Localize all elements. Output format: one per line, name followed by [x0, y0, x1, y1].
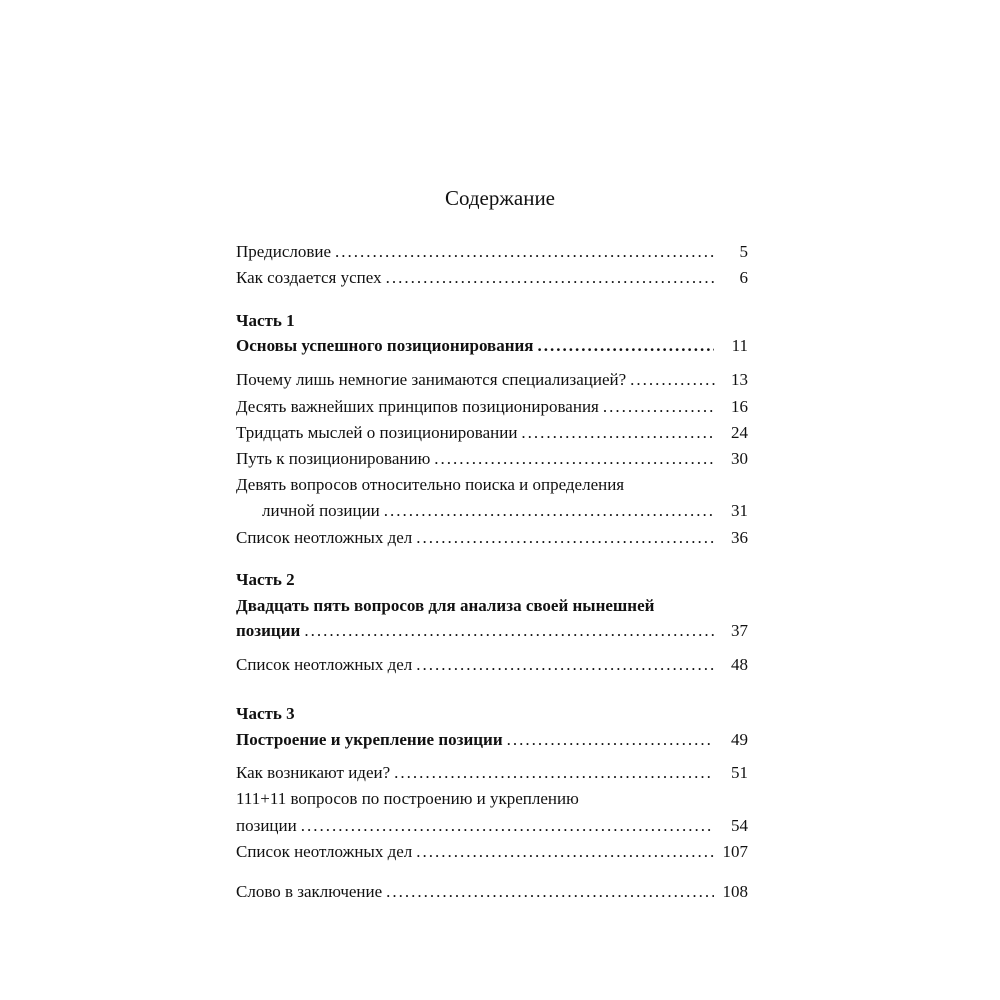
toc-entry-label: Как возникают идеи? [236, 763, 391, 782]
leader-dots [521, 421, 714, 445]
toc-section-heading [236, 619, 748, 643]
toc-entry [236, 421, 748, 445]
toc-entry-page: 31 [731, 501, 748, 520]
toc-entry-label: Список неотложных дел [236, 842, 413, 861]
leader-dots [304, 619, 714, 643]
toc-entry-label: Основы успешного позиционирования [236, 336, 534, 355]
toc-entry-page: 13 [731, 370, 748, 389]
toc-entry-label: Построение и укрепление позиции [236, 730, 503, 749]
leader-dots [386, 266, 714, 290]
toc-entry-page: 36 [731, 528, 748, 547]
toc-part-heading: Часть 2 [236, 570, 295, 589]
toc-title: Содержание [444, 186, 556, 210]
leader-dots [630, 368, 716, 392]
toc-entry-label: позиции [236, 816, 297, 835]
leader-dots [384, 499, 714, 523]
toc-section-heading-first-line: Двадцать пять вопросов для анализа своей нынешней [236, 596, 655, 615]
toc-entry-page: 6 [739, 268, 748, 287]
toc-entry-page: 49 [731, 730, 748, 749]
toc-entry [236, 653, 748, 677]
toc-entry [236, 761, 748, 785]
toc-entry-label: Тридцать мыслей о позиционировании [236, 423, 518, 442]
toc-entry-label: Путь к позиционированию [236, 449, 431, 468]
toc-entry-page: 51 [731, 763, 748, 782]
toc-entry-first-line: Девять вопросов относительно поиска и определения [236, 475, 625, 494]
toc-entry [236, 395, 748, 419]
toc-entry-page: 48 [731, 655, 748, 674]
leader-dots [301, 814, 714, 838]
toc-entry-label: Предисловие [236, 242, 332, 261]
toc-entry [236, 880, 748, 904]
toc-entry [236, 840, 748, 864]
leader-dots [538, 334, 715, 358]
toc-entry-first-line: 111+11 вопросов по построению и укреплению [236, 789, 579, 808]
toc-part-heading: Часть 3 [236, 704, 295, 723]
toc-part-heading: Часть 1 [236, 311, 295, 330]
toc-entry-label: личной позиции [262, 501, 380, 520]
leader-dots [416, 840, 714, 864]
toc-entry-page: 107 [722, 842, 748, 861]
toc-entry [236, 240, 748, 264]
leader-dots [603, 395, 714, 419]
toc-entry [236, 814, 748, 838]
leader-dots [386, 880, 714, 904]
toc-entry-label: Почему лишь немногие занимаются специализацией? [236, 370, 627, 389]
toc-entry-label: Как создается успех [236, 268, 382, 287]
toc-entry-label: Слово в заключение [236, 882, 383, 901]
toc-entry-label: Список неотложных дел [236, 655, 413, 674]
toc-entry [236, 447, 748, 471]
toc-section-heading [236, 728, 748, 752]
toc-entry-page: 16 [731, 397, 748, 416]
toc-entry [236, 266, 748, 290]
toc-entry-label: позиции [236, 621, 301, 640]
leader-dots [394, 761, 714, 785]
toc-section-heading [236, 334, 748, 358]
leader-dots [416, 653, 714, 677]
leader-dots [335, 240, 714, 264]
toc-entry-page: 54 [731, 816, 748, 835]
toc-entry [236, 499, 748, 523]
toc-entry-page: 30 [731, 449, 748, 468]
leader-dots [434, 447, 714, 471]
toc-entry [236, 368, 748, 392]
toc-entry-page: 37 [731, 621, 748, 640]
toc-entry-page: 5 [739, 242, 748, 261]
toc-entry-page: 108 [722, 882, 748, 901]
toc-entry-page: 24 [731, 423, 748, 442]
toc-entry-label: Список неотложных дел [236, 528, 413, 547]
toc-entry [236, 526, 748, 550]
toc-entry-label: Десять важнейших принципов позиционирования [236, 397, 599, 416]
leader-dots [416, 526, 714, 550]
leader-dots [507, 728, 714, 752]
toc-entry-page: 11 [731, 336, 748, 355]
